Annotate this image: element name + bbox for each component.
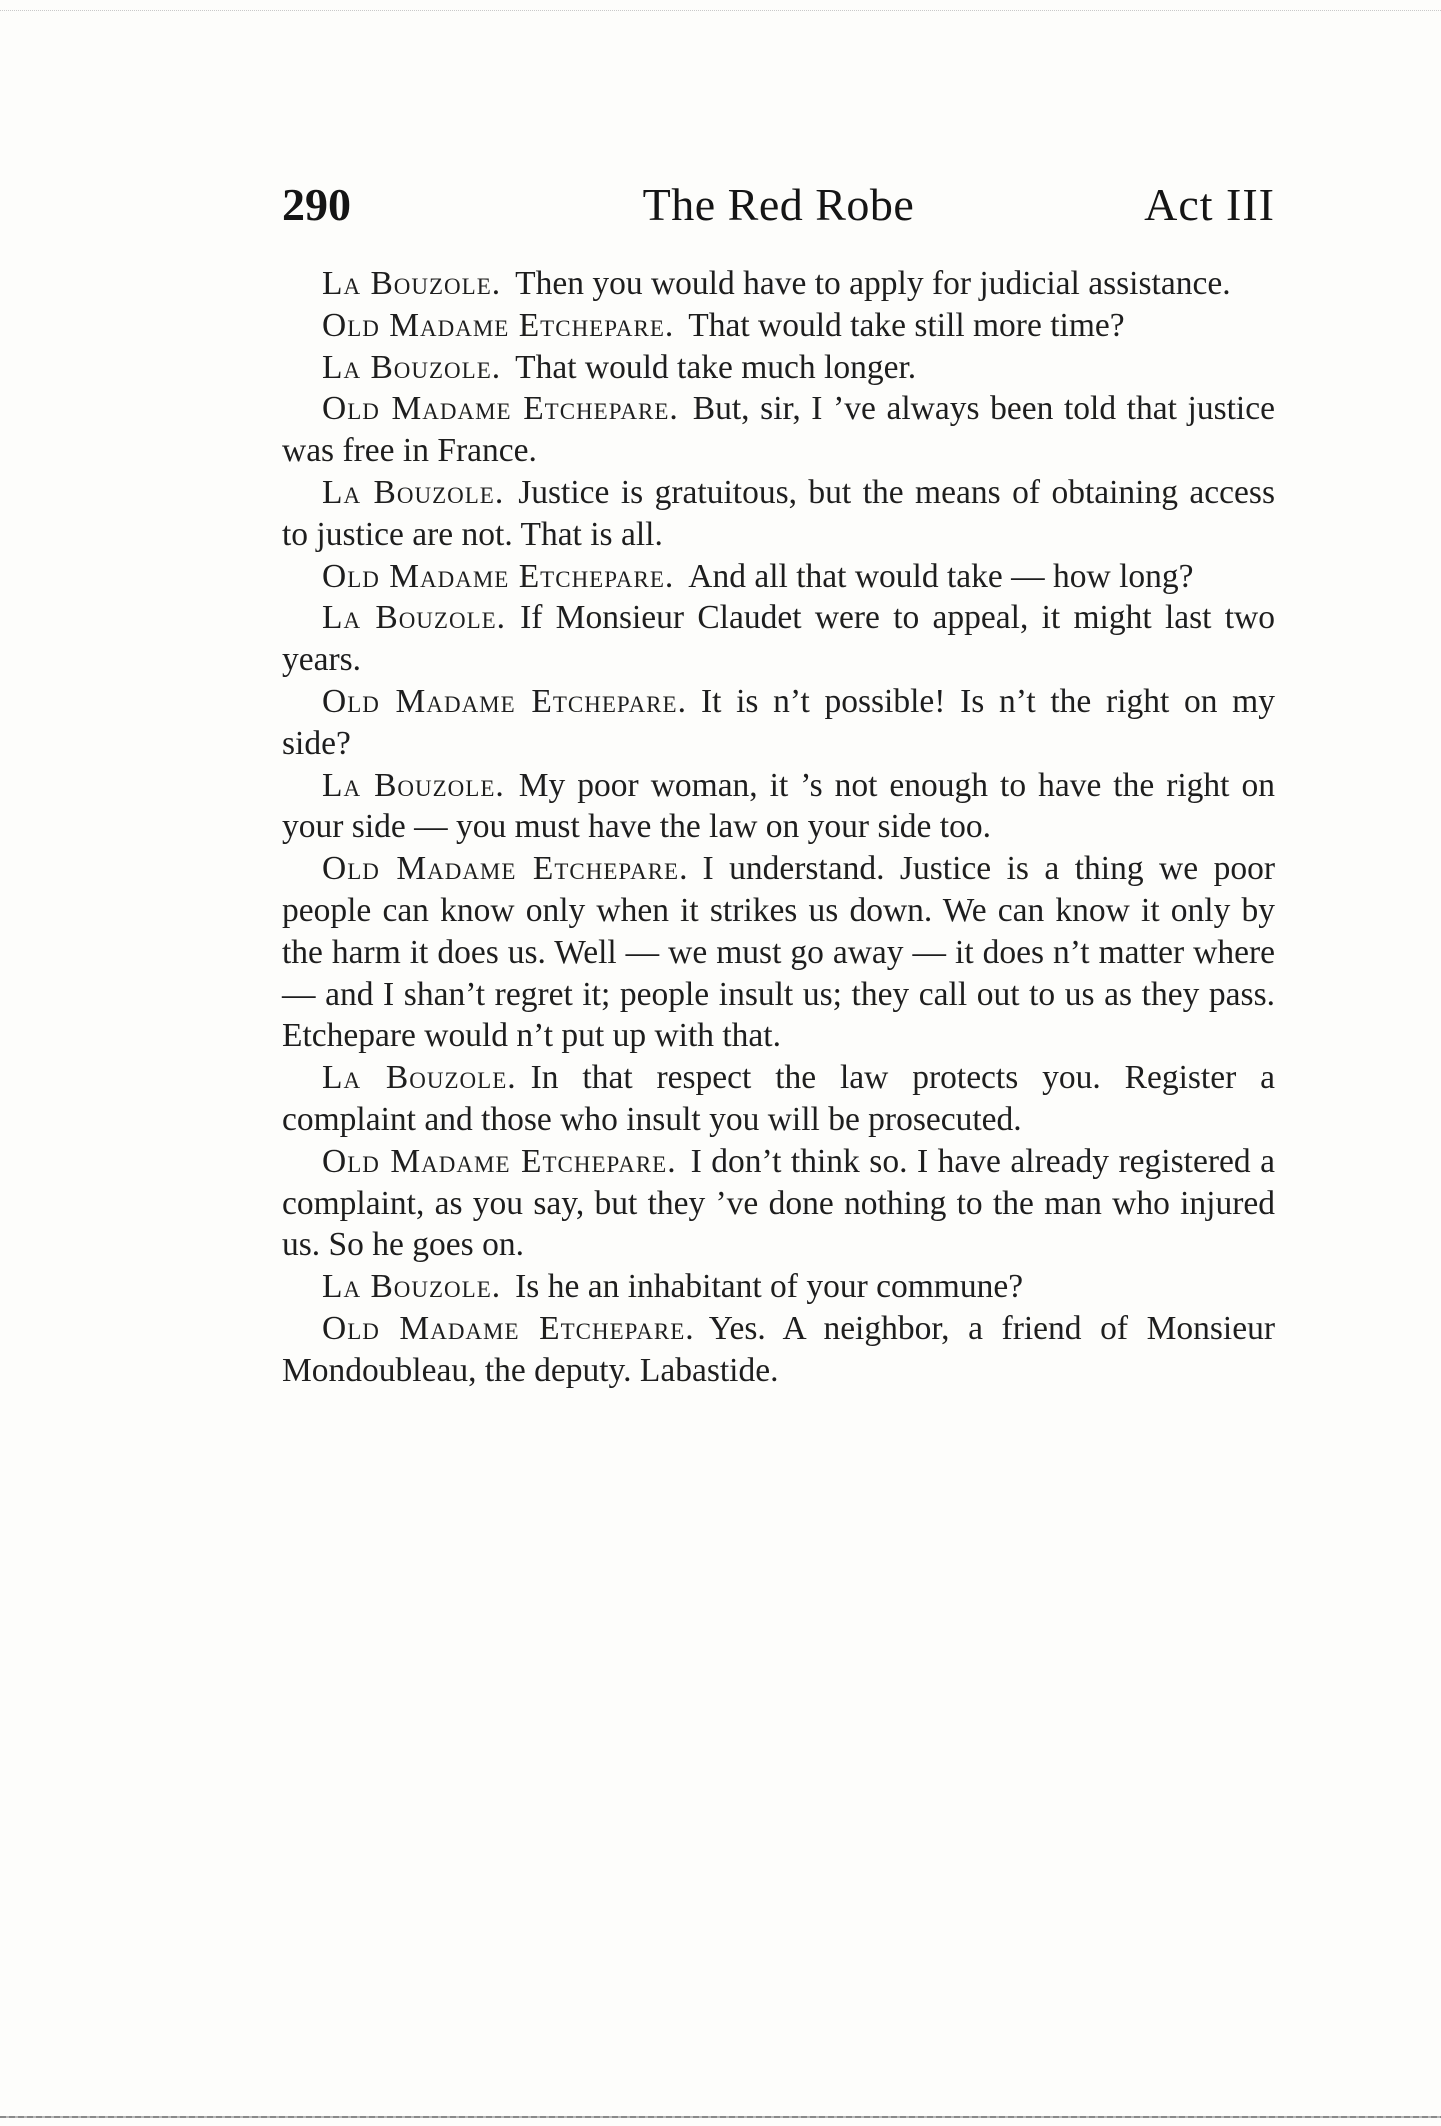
speech-paragraph: [282, 1308, 1275, 1392]
speech-paragraph: [282, 263, 1275, 305]
speaker-name: La Bouzole.: [322, 473, 505, 511]
speaker-name: La Bouzole.: [322, 599, 507, 637]
speech-text: And all that would take — how long?: [688, 557, 1194, 595]
speech-paragraph: [282, 1141, 1275, 1266]
speech-text: My poor woman, it ’s not enough to have the right on your side — you must have the law on your side too.: [282, 766, 1275, 846]
speech-paragraph: [282, 681, 1275, 765]
speech-text: Yes. A neighbor, a friend of Monsieur Mondoubleau, the deputy. Labastide.: [282, 1309, 1275, 1389]
speech-text: In that respect the law protects you. Register a complaint and those who insult you will be prosecuted.: [282, 1059, 1275, 1138]
speaker-name: La Bouzole.: [322, 265, 502, 302]
speech-text: Then you would have to apply for judicial assistance.: [515, 265, 1231, 302]
running-header: [282, 178, 1275, 238]
speech-text: Is he an inhabitant of your commune?: [515, 1268, 1024, 1306]
speaker-name: Old Madame Etchepare.: [322, 1142, 677, 1180]
page-number: 290: [282, 179, 351, 230]
speech-text: I understand. Justice is a thing we poor people can know only when it strikes us down. We can know it only by the harm it does us. Well — we must go away — it does n’t matter where — and I shan’t regret it; people insult us; they call out to us as they pass. Etchepare would n’t put up with that.: [282, 850, 1275, 1055]
speaker-name: La Bouzole.: [322, 348, 502, 386]
act-label: Act III: [1144, 179, 1275, 230]
speech-text: Justice is gratuitous, but the means of obtaining access to justice are not. That is all.: [282, 473, 1275, 553]
speech-paragraph: [282, 597, 1275, 681]
speaker-name: Old Madame Etchepare.: [322, 850, 689, 888]
speech-paragraph: [282, 765, 1275, 849]
speech-paragraph: [282, 1057, 1275, 1141]
speech-paragraph: [282, 347, 1275, 389]
speech-text: But, sir, I ’ve always been told that justice was free in France.: [282, 390, 1275, 470]
speech-paragraph: [282, 848, 1275, 1057]
speaker-name: Old Madame Etchepare.: [322, 1309, 695, 1347]
speaker-name: Old Madame Etchepare.: [322, 682, 687, 720]
top-edge-rule: [0, 10, 1441, 11]
dialogue-body: [282, 263, 1275, 1392]
speech-text: I don’t think so. I have already registered a complaint, as you say, but they ’ve done nothing to the man who injured us. So he goes on.: [282, 1142, 1275, 1264]
speaker-name: La Bouzole.: [322, 766, 505, 804]
speech-paragraph: [282, 556, 1275, 598]
speaker-name: La Bouzole.: [322, 1059, 517, 1097]
speech-text: That would take still more time?: [688, 306, 1125, 344]
speech-text: It is n’t possible! Is n’t the right on my side?: [282, 682, 1275, 762]
speech-text: That would take much longer.: [515, 348, 917, 386]
running-title: The Red Robe: [642, 179, 915, 230]
speaker-name: La Bouzole.: [322, 1268, 502, 1306]
speech-paragraph: [282, 472, 1275, 556]
speaker-name: Old Madame Etchepare.: [322, 557, 675, 595]
speech-paragraph: [282, 1266, 1275, 1308]
speech-text: If Monsieur Claudet were to appeal, it might last two years.: [282, 599, 1275, 679]
speech-paragraph: [282, 388, 1275, 472]
bottom-edge-rule: [0, 2116, 1441, 2118]
speaker-name: Old Madame Etchepare.: [322, 306, 675, 344]
speaker-name: Old Madame Etchepare.: [322, 390, 679, 428]
speech-paragraph: [282, 305, 1275, 347]
